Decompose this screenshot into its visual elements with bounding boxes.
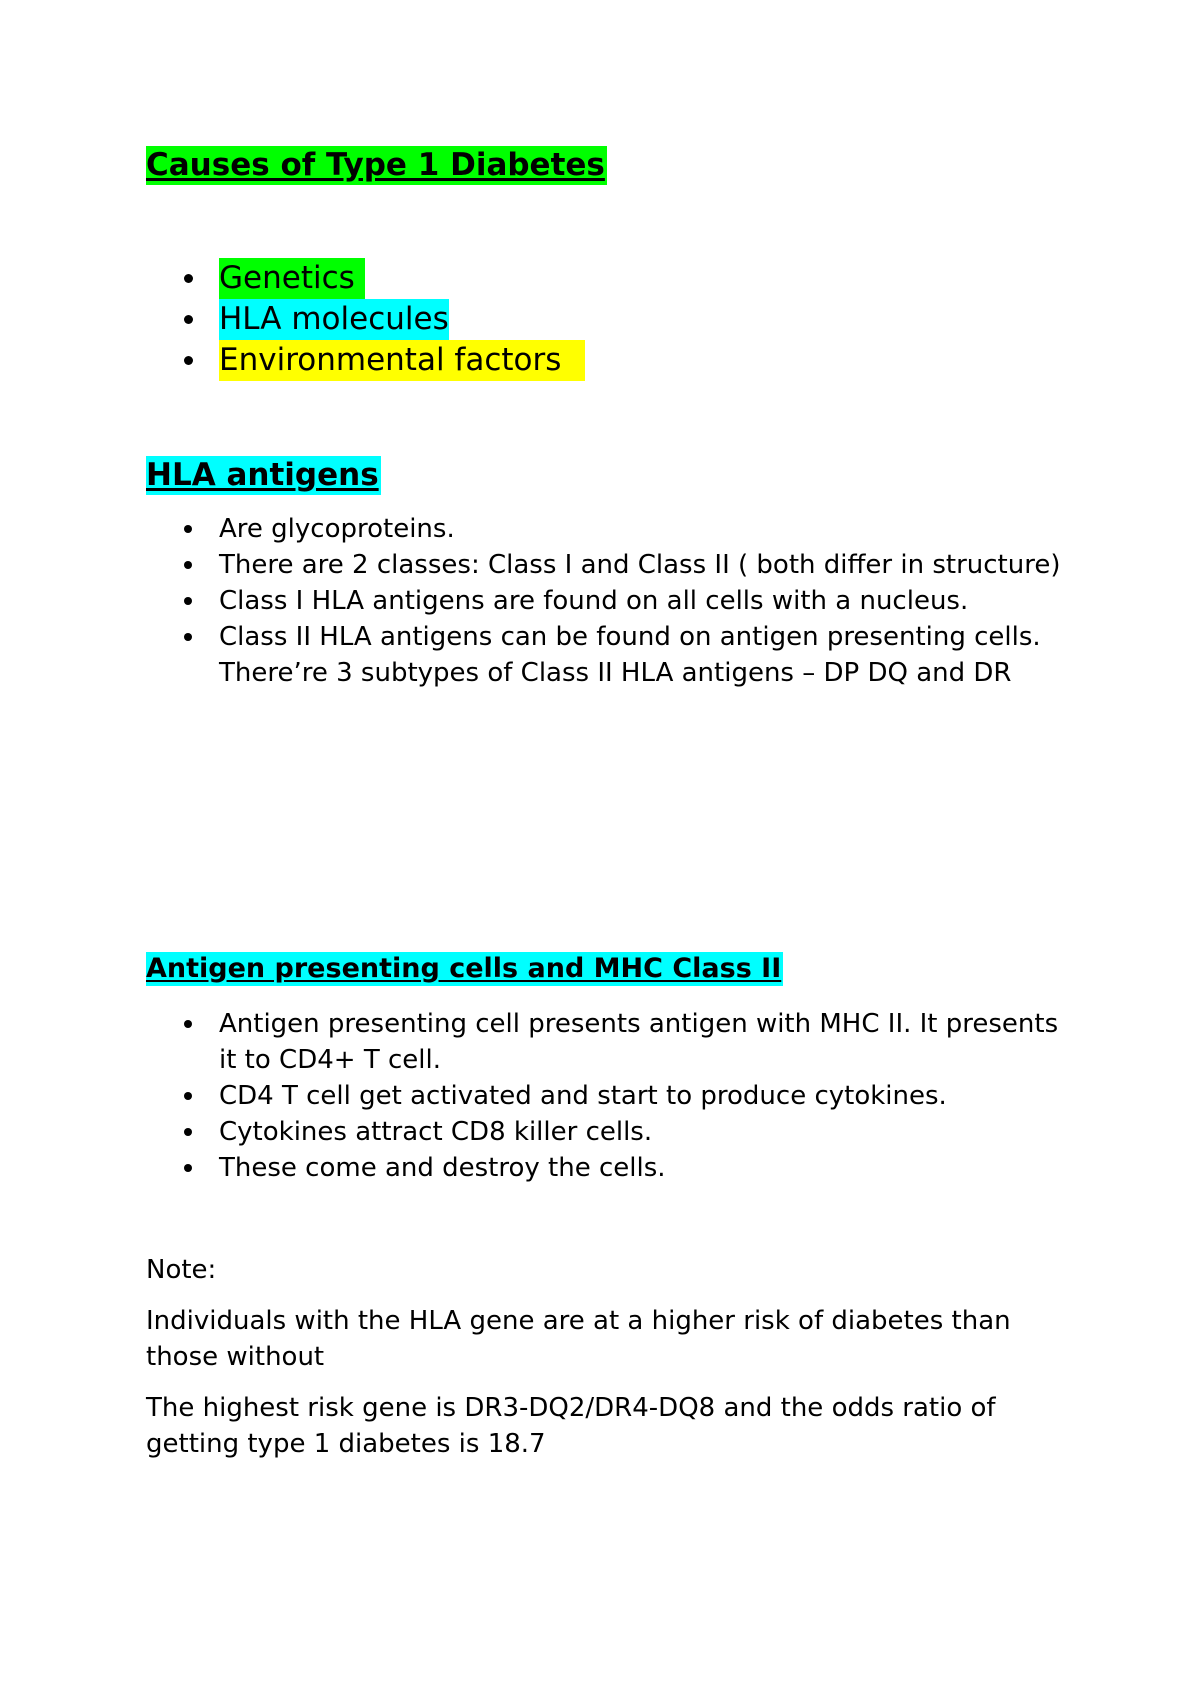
list-item bbox=[146, 1078, 1066, 1114]
list-item bbox=[146, 619, 1066, 691]
hla-continuation: There’re 3 subtypes of Class II HLA antigens – DP DQ and DR bbox=[219, 658, 1012, 688]
list-item bbox=[146, 1006, 1066, 1078]
list-item bbox=[146, 547, 1066, 583]
cause-environmental: Environmental factors bbox=[219, 340, 585, 381]
list-item bbox=[146, 583, 1066, 619]
list-item bbox=[146, 511, 1066, 547]
apc-item-text: These come and destroy the cells. bbox=[219, 1153, 666, 1183]
heading-causes: Causes of Type 1 Diabetes bbox=[146, 147, 605, 183]
list-item bbox=[146, 258, 1066, 299]
hla-item-text: There are 2 classes: Class I and Class II ( both differ in structure) bbox=[219, 550, 1061, 580]
hla-item-text: Class I HLA antigens are found on all cells with a nucleus. bbox=[219, 586, 969, 616]
bullet-icon bbox=[184, 356, 193, 365]
bullet-icon bbox=[184, 597, 192, 605]
list-item bbox=[146, 340, 1066, 381]
apc-item-text: Antigen presenting cell presents antigen with MHC II. It presents it to CD4+ T cell. bbox=[219, 1009, 1059, 1075]
bullet-icon bbox=[184, 1164, 192, 1172]
hla-item-text: Class II HLA antigens can be found on antigen presenting cells. bbox=[219, 622, 1041, 652]
bullet-icon bbox=[184, 633, 192, 641]
cause-hla-molecules: HLA molecules bbox=[219, 299, 449, 340]
bullet-icon bbox=[184, 274, 193, 283]
note-paragraph-2: The highest risk gene is DR3-DQ2/DR4-DQ8 and the odds ratio of getting type 1 diabetes is 18.7 bbox=[146, 1393, 996, 1459]
causes-list bbox=[146, 258, 1066, 381]
heading-hla-antigens: HLA antigens bbox=[146, 457, 379, 493]
apc-item-text: Cytokines attract CD8 killer cells. bbox=[219, 1117, 653, 1147]
apc-list bbox=[146, 1006, 1066, 1186]
list-item bbox=[146, 1114, 1066, 1150]
cause-genetics: Genetics bbox=[219, 258, 365, 299]
bullet-icon bbox=[184, 1020, 192, 1028]
bullet-icon bbox=[184, 1092, 192, 1100]
hla-item-text: Are glycoproteins. bbox=[219, 514, 455, 544]
note-label: Note: bbox=[146, 1255, 217, 1285]
bullet-icon bbox=[184, 1128, 192, 1136]
hla-list bbox=[146, 511, 1066, 691]
apc-item-text: CD4 T cell get activated and start to produce cytokines. bbox=[219, 1081, 947, 1111]
bullet-icon bbox=[184, 525, 192, 533]
bullet-icon bbox=[184, 561, 192, 569]
heading-apc-mhc: Antigen presenting cells and MHC Class II bbox=[146, 953, 782, 984]
bullet-icon bbox=[184, 315, 193, 324]
list-item bbox=[146, 1150, 1066, 1186]
note-paragraph-1: Individuals with the HLA gene are at a higher risk of diabetes than those without bbox=[146, 1306, 1011, 1372]
list-item bbox=[146, 299, 1066, 340]
